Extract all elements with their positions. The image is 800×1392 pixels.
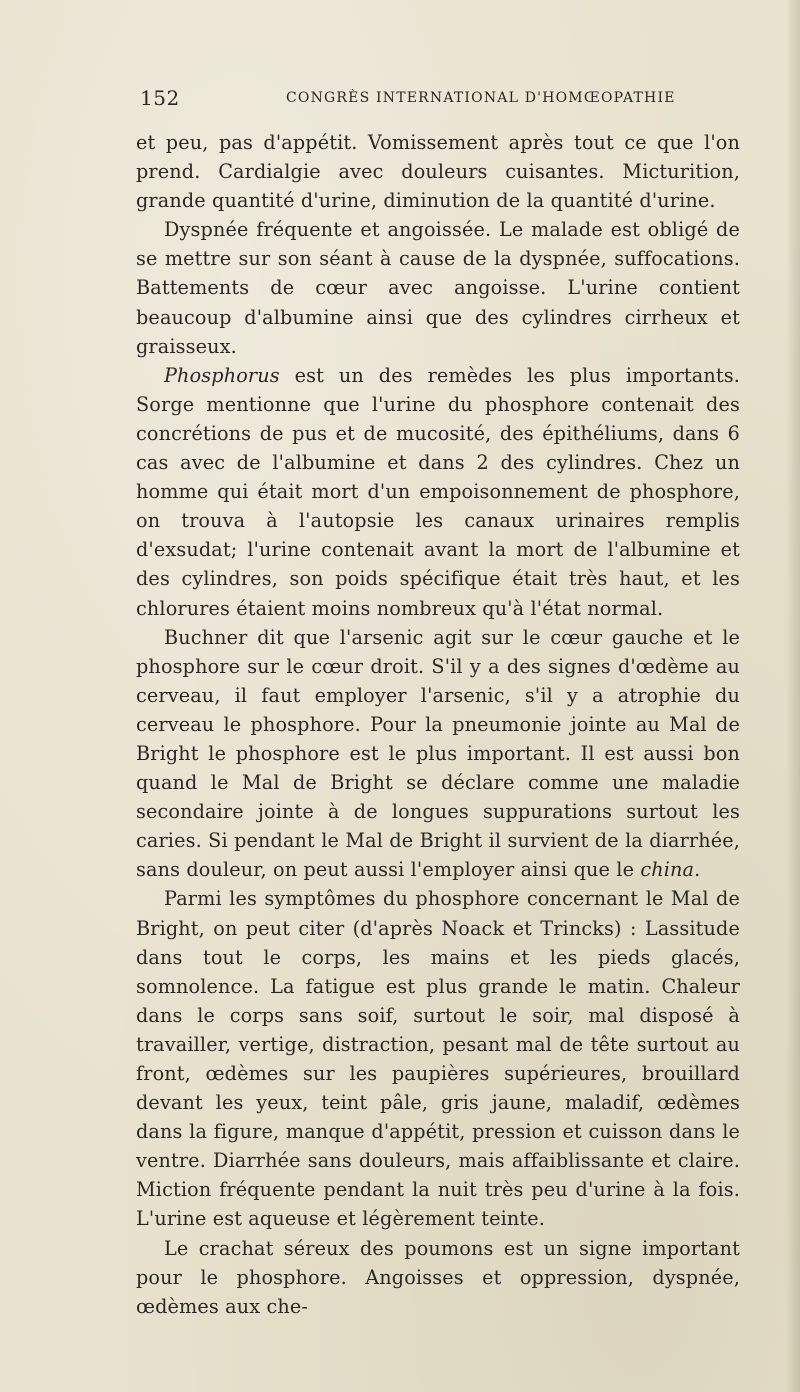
paragraph-phosphorus [136, 361, 740, 623]
paragraph-text: Parmi les symptômes du phosphore concernant le Mal de Bright, on peut citer (d'après Noack et Trincks) : Lassitude dans tout le corps, les mains et les pieds glacés, somnolence. La fatigue est plus grande le matin. Chaleur dans le corps sans soif, surtout le soir, mal disposé à travailler, vertige, distraction, pesant mal de tête surtout au front, œdèmes sur les paupières supérieures, brouillard devant les yeux, teint pâle, gris jaune, maladif, œdèmes dans la figure, manque d'appétit, pression et cuisson dans le ventre. Diarrhée sans douleurs, mais affaiblissante et claire. Miction fréquente pendant la nuit très peu d'urine à la fois. L'urine est aqueuse et légèrement teinte. [136, 887, 740, 1231]
paragraph-text: Buchner dit que l'arsenic agit sur le cœur gauche et le phosphore sur le cœur droit. S'il y a des signes d'œdème au cerveau, il faut employer l'arsenic, s'il y a atrophie du cerveau le phosphore. Pour la pneumonie jointe au Mal de Bright le phosphore est le plus important. Il est aussi bon quand le Mal de Bright se déclare comme une maladie secondaire jointe à de longues suppurations surtout les caries. Si pendant le Mal de Bright il survient de la diarrhée, sans douleur, on peut aussi l'employer ainsi que le [136, 625, 740, 882]
body-text [136, 128, 740, 1321]
paragraph-text: Dyspnée fréquente et angoissée. Le malade est obligé de se mettre sur son séant à cause de la dyspnée, suffocations. Battements de cœur avec angoisse. L'urine contient beaucoup d'albumine ainsi que des cylindres cirrheux et graisseux. [136, 218, 740, 358]
paragraph-crachat [136, 1234, 740, 1321]
page-edge-shadow [786, 0, 800, 1392]
paragraph-text: Le crachat séreux des poumons est un signe important pour le phosphore. Angoisses et oppression, dyspnée, œdèmes aux che- [136, 1236, 740, 1318]
paragraph-continuation [136, 128, 740, 215]
paragraph-dyspnee [136, 215, 740, 360]
remedy-name-italic: Phosphorus [164, 363, 280, 387]
paragraph-symptomes [136, 884, 740, 1233]
paragraph-text: et peu, pas d'appétit. Vomissement après tout ce que l'on prend. Cardialgie avec douleurs cuisantes. Micturition, grande quantité d'urine, diminution de la quantité d'urine. [136, 131, 740, 213]
paragraph-text: est un des remèdes les plus importants. Sorge mentionne que l'urine du phosphore contenait des concrétions de pus et de mucosité, des épithéliums, dans 6 cas avec de l'albumine et dans 2 des cylindres. Chez un homme qui était mort d'un empoisonnement de phosphore, on trouva à l'autopsie les canaux urinaires remplis d'exsudat; l'urine contenait avant la mort de l'albumine et des cylindres, son poids spécifique était très haut, et les chlorures étaient moins nombreux qu'à l'état normal. [136, 363, 740, 620]
paragraph-buchner [136, 623, 740, 885]
page-number: 152 [140, 86, 180, 110]
running-head: CONGRÈS INTERNATIONAL D'HOMŒOPATHIE [286, 90, 676, 106]
paragraph-end: . [694, 858, 701, 882]
remedy-name-italic: china [640, 858, 695, 882]
page-header [140, 86, 740, 112]
